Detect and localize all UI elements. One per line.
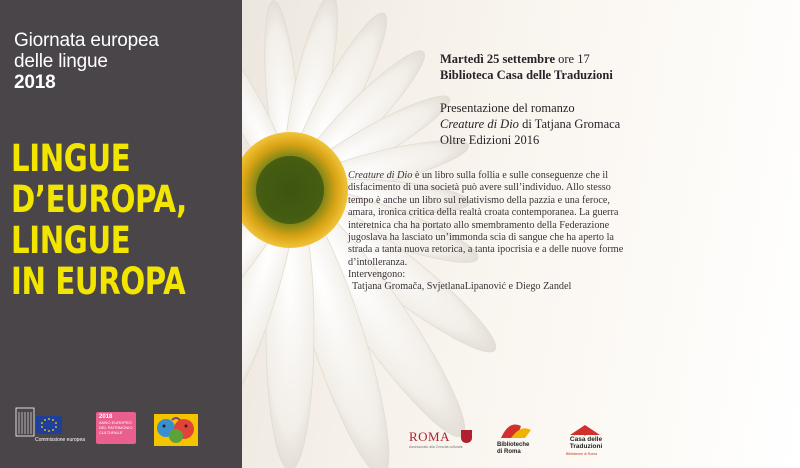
event-venue: Biblioteca Casa delle Traduzioni: [440, 68, 613, 82]
book-presentation: [440, 100, 620, 148]
headline-line-2: D’EUROPA,: [11, 178, 187, 221]
casa-book-icon: [560, 423, 610, 437]
book-title: Creature di Dio: [440, 117, 519, 131]
european-heritage-year-logo: [96, 412, 136, 444]
description-title: Creature di Dio: [348, 170, 413, 181]
title-year: 2018: [14, 72, 56, 93]
roma-caption: Assessorato alla Crescita culturale: [409, 445, 463, 449]
title-line-2: delle lingue: [14, 51, 108, 72]
eu-caption: Commissione europea: [35, 437, 86, 443]
european-day-of-languages-logo: [154, 414, 198, 446]
headline-line-3: LINGUE: [11, 219, 131, 262]
book-publisher: Oltre Edizioni 2016: [440, 133, 540, 147]
partner-logos-left: [14, 404, 234, 454]
event-date: Martedì 25 settembre: [440, 52, 556, 66]
speakers-label: Intervengono:: [348, 269, 406, 280]
roma-logo: [409, 428, 463, 449]
left-panel: [0, 0, 242, 468]
event-title: [14, 30, 229, 93]
title-line-1: Giornata europea: [14, 30, 159, 51]
casa-line-1: Casa delle: [569, 436, 603, 443]
biblioteche-line-2: di Roma: [497, 449, 521, 455]
event-time: ore 17: [555, 52, 590, 66]
biblioteche-mark-icon: [497, 418, 537, 442]
pink-logo-line-1: ANNO EUROPEO: [99, 420, 132, 425]
biblioteche-line-1: Biblioteche: [497, 442, 530, 448]
headline-line-1: LINGUE: [11, 137, 131, 180]
european-commission-logo: [14, 404, 74, 450]
description-text: è un libro sulla follia e sulle conseguenze che il disfacimento di una società può avere sull’individuo. Allo stesso tempo è anche un libro sul relativismo della pazzia e una feroce, amara, ironica critica della realtà croata contemporanea. La guerra interetnica cha ha portato allo smembramento della Federazione jugoslava ha lasciato un’immonda scia di sangue che ha aperto la strada a tanta nuova retorica, a tanta ipocrisia e a delle nuove forme d’intolleranza.: [348, 170, 624, 268]
casa-label: [564, 436, 608, 450]
roma-wordmark: ROMA: [409, 429, 451, 444]
headline: [11, 138, 191, 302]
presentation-label: Presentazione del romanzo: [440, 101, 575, 115]
roma-shield-icon: [461, 430, 472, 443]
casa-delle-traduzioni-logo: [560, 423, 610, 465]
pink-logo-year: 2018: [99, 414, 113, 420]
biblioteche-di-roma-logo: [497, 418, 537, 462]
casa-subtitle: Biblioteche di Roma: [566, 452, 598, 456]
casa-line-2: Traduzioni: [569, 443, 603, 450]
book-description: [348, 170, 638, 269]
event-date-venue: [440, 51, 613, 83]
pink-logo-line-2: DEL PATRIMONIO: [99, 425, 133, 430]
pink-logo-line-3: CULTURALE: [99, 430, 123, 435]
biblioteche-label: [497, 442, 529, 456]
speakers-names: Tatjana Gromača, SvjetlanaLipanović e Diego Zandel: [352, 281, 572, 292]
book-author: di Tatjana Gromaca: [518, 117, 621, 131]
headline-line-4: IN EUROPA: [11, 260, 186, 303]
